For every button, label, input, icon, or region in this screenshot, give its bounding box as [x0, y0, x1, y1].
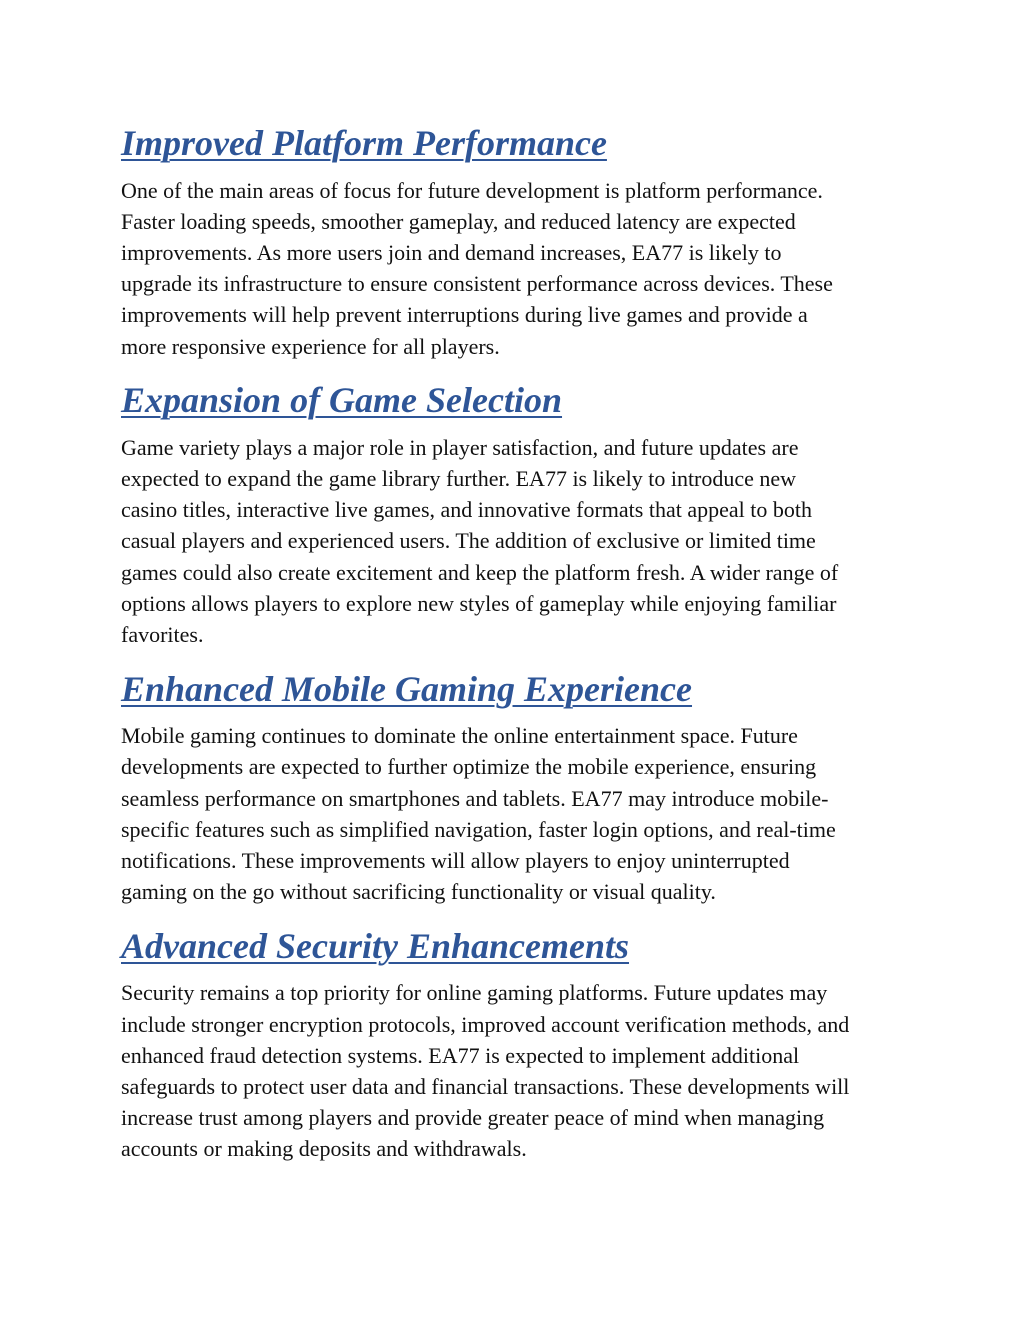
- paragraph-line: casino titles, interactive live games, and innovative formats that appeal to both: [121, 497, 812, 523]
- paragraph-line: include stronger encryption protocols, improved account verification methods, and: [121, 1011, 850, 1037]
- document-section: [121, 666, 921, 908]
- section-heading: Expansion of Game Selection: [121, 380, 563, 421]
- document-section: [121, 120, 921, 362]
- paragraph-line: Security remains a top priority for online gaming platforms. Future updates may: [121, 980, 828, 1006]
- paragraph-line: Game variety plays a major role in player satisfaction, and future updates are: [121, 434, 799, 460]
- paragraph-line: gaming on the go without sacrificing functionality or visual quality.: [121, 879, 716, 905]
- paragraph-line: enhanced fraud detection systems. EA77 is expected to implement additional: [121, 1042, 800, 1068]
- paragraph-line: Mobile gaming continues to dominate the online entertainment space. Future: [121, 723, 798, 749]
- paragraph-line: accounts or making deposits and withdrawals.: [121, 1136, 527, 1162]
- paragraph-line: specific features such as simplified navigation, faster login options, and real-time: [121, 816, 836, 842]
- paragraph-line: One of the main areas of focus for future development is platform performance.: [121, 177, 823, 203]
- document-section: [121, 377, 921, 650]
- section-paragraph: [121, 432, 921, 650]
- section-paragraph: [121, 175, 921, 362]
- paragraph-line: upgrade its infrastructure to ensure consistent performance across devices. These: [121, 271, 833, 297]
- paragraph-line: games could also create excitement and keep the platform fresh. A wider range of: [121, 559, 839, 585]
- paragraph-line: Faster loading speeds, smoother gameplay, and reduced latency are expected: [121, 208, 796, 234]
- paragraph-line: increase trust among players and provide greater peace of mind when managing: [121, 1105, 825, 1131]
- section-heading: Advanced Security Enhancements: [121, 925, 630, 966]
- paragraph-line: options allows players to explore new styles of gameplay while enjoying familiar: [121, 590, 837, 616]
- paragraph-line: more responsive experience for all players.: [121, 333, 500, 359]
- document-page: [121, 120, 921, 1180]
- paragraph-line: developments are expected to further optimize the mobile experience, ensuring: [121, 754, 817, 780]
- section-paragraph: [121, 720, 921, 907]
- paragraph-line: casual players and experienced users. The addition of exclusive or limited time: [121, 528, 816, 554]
- section-heading: Enhanced Mobile Gaming Experience: [121, 668, 693, 709]
- paragraph-line: safeguards to protect user data and financial transactions. These developments will: [121, 1073, 850, 1099]
- section-heading: Improved Platform Performance: [121, 123, 607, 163]
- paragraph-line: expected to expand the game library further. EA77 is likely to introduce new: [121, 465, 797, 491]
- document-section: [121, 923, 921, 1165]
- paragraph-line: improvements will help prevent interruptions during live games and provide a: [121, 302, 808, 328]
- paragraph-line: notifications. These improvements will allow players to enjoy uninterrupted: [121, 847, 790, 873]
- paragraph-line: favorites.: [121, 621, 204, 647]
- paragraph-line: seamless performance on smartphones and tablets. EA77 may introduce mobile-: [121, 785, 829, 811]
- section-paragraph: [121, 977, 921, 1164]
- paragraph-line: improvements. As more users join and demand increases, EA77 is likely to: [121, 239, 782, 265]
